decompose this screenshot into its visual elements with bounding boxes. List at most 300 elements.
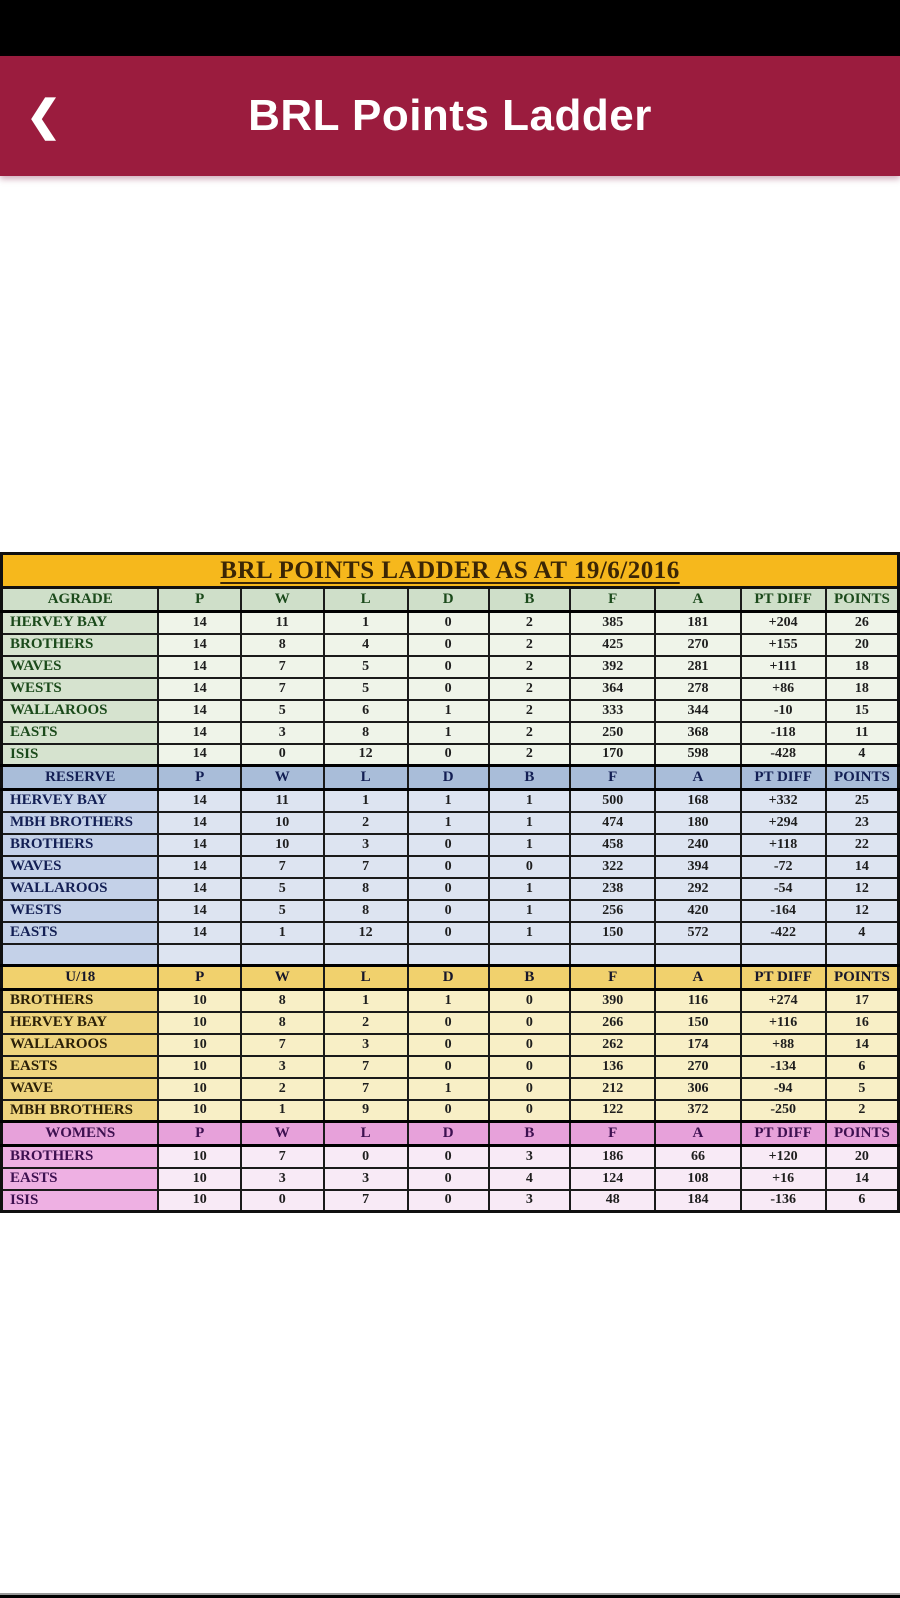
ladder-row [2,790,899,812]
value-cell: 572 [655,922,740,944]
value-cell: 1 [489,900,571,922]
value-cell: +88 [741,1034,826,1056]
value-cell: 10 [158,1034,241,1056]
team-cell: WALLAROOS [2,1034,159,1056]
value-cell: 6 [324,700,408,722]
team-cell: BROTHERS [2,990,159,1012]
value-cell: 1 [408,990,489,1012]
column-header: P [158,766,241,790]
value-cell: 1 [489,922,571,944]
ladder-row [2,1146,899,1168]
value-cell: 12 [324,744,408,766]
value-cell: 1 [241,1100,324,1122]
column-header: P [158,966,241,990]
value-cell: 8 [241,1012,324,1034]
value-cell: 385 [570,612,655,634]
team-cell: ISIS [2,1190,159,1212]
value-cell: 17 [826,990,899,1012]
value-cell: 1 [408,1078,489,1100]
value-cell: 12 [826,878,899,900]
section-header-row-reserve [2,766,899,790]
column-header: L [324,966,408,990]
value-cell: 11 [241,790,324,812]
team-cell: WESTS [2,900,159,922]
value-cell: 1 [241,922,324,944]
value-cell: 3 [241,1056,324,1078]
value-cell: 14 [158,634,241,656]
value-cell: 1 [408,812,489,834]
ladder-row [2,1012,899,1034]
value-cell: 2 [489,722,571,744]
value-cell: 8 [324,722,408,744]
value-cell: 9 [324,1100,408,1122]
value-cell: 66 [655,1146,740,1168]
value-cell: 14 [158,856,241,878]
column-header: A [655,1122,740,1146]
value-cell: 0 [324,1146,408,1168]
value-cell: 184 [655,1190,740,1212]
value-cell: 3 [324,1168,408,1190]
value-cell: 420 [655,900,740,922]
value-cell [324,944,408,966]
value-cell: 322 [570,856,655,878]
value-cell: 0 [408,1146,489,1168]
ladder-container [0,552,900,1213]
ladder-row [2,1078,899,1100]
ladder-row [2,722,899,744]
ladder-row [2,1034,899,1056]
value-cell: 0 [489,1056,571,1078]
value-cell: 6 [826,1056,899,1078]
column-header: POINTS [826,588,899,612]
value-cell: +332 [741,790,826,812]
value-cell: 7 [241,1146,324,1168]
value-cell: 390 [570,990,655,1012]
value-cell: 7 [324,856,408,878]
column-header: L [324,1122,408,1146]
ladder-row [2,678,899,700]
value-cell: -422 [741,922,826,944]
team-cell: HERVEY BAY [2,612,159,634]
value-cell: 8 [241,634,324,656]
value-cell: 2 [489,744,571,766]
value-cell: -94 [741,1078,826,1100]
team-cell: EASTS [2,722,159,744]
value-cell: 5 [324,656,408,678]
value-cell: 0 [241,1190,324,1212]
value-cell: 0 [408,1034,489,1056]
value-cell: 0 [408,612,489,634]
value-cell: 2 [324,1012,408,1034]
value-cell: 2 [489,656,571,678]
value-cell: 7 [241,1034,324,1056]
value-cell: +16 [741,1168,826,1190]
value-cell: 5 [241,900,324,922]
value-cell: 3 [489,1146,571,1168]
value-cell: 14 [158,790,241,812]
column-header: F [570,588,655,612]
column-header: B [489,1122,571,1146]
ladder-row [2,856,899,878]
value-cell: 22 [826,834,899,856]
content-area [0,552,900,1213]
team-cell [2,944,159,966]
column-header: PT DIFF [741,1122,826,1146]
team-cell: ISIS [2,744,159,766]
value-cell: 262 [570,1034,655,1056]
value-cell: 0 [408,856,489,878]
value-cell: 3 [324,1034,408,1056]
value-cell: 14 [158,678,241,700]
value-cell: 10 [158,990,241,1012]
value-cell: 124 [570,1168,655,1190]
value-cell: 0 [241,744,324,766]
status-bar [0,0,900,56]
team-cell: WESTS [2,678,159,700]
value-cell [489,944,571,966]
value-cell: 333 [570,700,655,722]
value-cell: 250 [570,722,655,744]
column-header: POINTS [826,966,899,990]
value-cell: 281 [655,656,740,678]
ladder-row [2,656,899,678]
value-cell: -134 [741,1056,826,1078]
value-cell: 14 [158,722,241,744]
team-cell: HERVEY BAY [2,1012,159,1034]
value-cell: 14 [826,1034,899,1056]
value-cell: 0 [408,1056,489,1078]
value-cell: 136 [570,1056,655,1078]
value-cell: 2 [489,634,571,656]
value-cell: 240 [655,834,740,856]
value-cell: 7 [324,1190,408,1212]
value-cell: 18 [826,678,899,700]
value-cell: 3 [324,834,408,856]
points-ladder-table [0,552,900,1213]
value-cell: 1 [489,812,571,834]
value-cell: 0 [408,878,489,900]
value-cell: 0 [408,1168,489,1190]
table-title: BRL POINTS LADDER AS AT 19/6/2016 [220,556,680,584]
value-cell: 20 [826,634,899,656]
value-cell: 392 [570,656,655,678]
value-cell: 11 [241,612,324,634]
section-title: U/18 [2,966,159,990]
value-cell: 2 [489,678,571,700]
team-cell: EASTS [2,1168,159,1190]
value-cell: 5 [241,878,324,900]
ladder-table-body [2,554,899,1212]
value-cell: 0 [408,922,489,944]
ladder-row [2,744,899,766]
value-cell: 7 [324,1056,408,1078]
value-cell: 16 [826,1012,899,1034]
column-header: PT DIFF [741,588,826,612]
column-header: D [408,966,489,990]
value-cell: 14 [158,878,241,900]
value-cell: 0 [489,1012,571,1034]
value-cell: 458 [570,834,655,856]
column-header: POINTS [826,1122,899,1146]
value-cell: 500 [570,790,655,812]
value-cell: 14 [158,812,241,834]
team-cell: BROTHERS [2,1146,159,1168]
value-cell: 2 [241,1078,324,1100]
ladder-row [2,1100,899,1122]
section-title: AGRADE [2,588,159,612]
value-cell: 3 [241,722,324,744]
value-cell: +116 [741,1012,826,1034]
value-cell: +120 [741,1146,826,1168]
value-cell: 122 [570,1100,655,1122]
ladder-row [2,900,899,922]
value-cell: +274 [741,990,826,1012]
value-cell: 394 [655,856,740,878]
team-cell: WALLAROOS [2,700,159,722]
value-cell: 10 [241,834,324,856]
value-cell: -72 [741,856,826,878]
value-cell [741,944,826,966]
team-cell: MBH BROTHERS [2,812,159,834]
section-header-row-u18 [2,966,899,990]
value-cell: 10 [158,1168,241,1190]
value-cell: 0 [489,1078,571,1100]
ladder-row [2,922,899,944]
value-cell [408,944,489,966]
team-cell: WAVES [2,856,159,878]
value-cell: 7 [241,656,324,678]
ladder-row [2,1190,899,1212]
value-cell: 181 [655,612,740,634]
value-cell: 278 [655,678,740,700]
value-cell: 3 [241,1168,324,1190]
value-cell: 10 [158,1190,241,1212]
value-cell: +111 [741,656,826,678]
value-cell [826,944,899,966]
column-header: W [241,588,324,612]
table-title-row [2,554,899,588]
value-cell: 0 [408,1012,489,1034]
value-cell: 150 [655,1012,740,1034]
value-cell: 174 [655,1034,740,1056]
value-cell: 0 [408,1100,489,1122]
value-cell: 1 [324,790,408,812]
value-cell: 2 [489,612,571,634]
column-header: L [324,766,408,790]
bottom-bar [0,1593,900,1598]
value-cell: 0 [408,1190,489,1212]
column-header: A [655,966,740,990]
value-cell: 0 [489,1100,571,1122]
value-cell: 0 [408,900,489,922]
value-cell: 598 [655,744,740,766]
ladder-row [2,878,899,900]
team-cell: HERVEY BAY [2,790,159,812]
value-cell: 6 [826,1190,899,1212]
value-cell: 1 [324,990,408,1012]
value-cell: 306 [655,1078,740,1100]
value-cell: 186 [570,1146,655,1168]
value-cell: +86 [741,678,826,700]
value-cell: 20 [826,1146,899,1168]
value-cell: 4 [826,922,899,944]
column-header: PT DIFF [741,766,826,790]
value-cell: 7 [241,856,324,878]
value-cell: 2 [324,812,408,834]
value-cell: 116 [655,990,740,1012]
value-cell: +204 [741,612,826,634]
value-cell: 14 [158,744,241,766]
value-cell: 5 [241,700,324,722]
value-cell: 8 [324,878,408,900]
column-header: P [158,1122,241,1146]
value-cell: 10 [158,1100,241,1122]
value-cell: -428 [741,744,826,766]
column-header: W [241,966,324,990]
value-cell: 0 [408,656,489,678]
value-cell: 1 [408,700,489,722]
ladder-row [2,990,899,1012]
value-cell: 1 [489,878,571,900]
value-cell: 212 [570,1078,655,1100]
value-cell: 1 [489,834,571,856]
value-cell: 344 [655,700,740,722]
back-button[interactable] [16,91,71,141]
value-cell: 0 [408,834,489,856]
value-cell: 48 [570,1190,655,1212]
team-cell: WALLAROOS [2,878,159,900]
column-header: F [570,1122,655,1146]
value-cell: 0 [408,678,489,700]
value-cell: 4 [324,634,408,656]
column-header: W [241,766,324,790]
team-cell: EASTS [2,1056,159,1078]
value-cell: 2 [826,1100,899,1122]
column-header: D [408,766,489,790]
ladder-row [2,700,899,722]
value-cell: 12 [324,922,408,944]
value-cell: 10 [158,1078,241,1100]
value-cell: 256 [570,900,655,922]
value-cell: 10 [241,812,324,834]
team-cell: EASTS [2,922,159,944]
value-cell: 3 [489,1190,571,1212]
value-cell: 4 [826,744,899,766]
value-cell: 150 [570,922,655,944]
value-cell: 7 [324,1078,408,1100]
section-title: RESERVE [2,766,159,790]
value-cell: 14 [158,700,241,722]
section-title: WOMENS [2,1122,159,1146]
page-title: BRL Points Ladder [248,91,652,140]
value-cell: 474 [570,812,655,834]
value-cell: 15 [826,700,899,722]
value-cell [241,944,324,966]
value-cell: 180 [655,812,740,834]
column-header: B [489,766,571,790]
value-cell: 14 [158,612,241,634]
value-cell: 170 [570,744,655,766]
value-cell: 23 [826,812,899,834]
back-chevron-icon: ❮ [26,92,62,139]
value-cell: 10 [158,1012,241,1034]
value-cell: 168 [655,790,740,812]
ladder-row [2,634,899,656]
value-cell: 108 [655,1168,740,1190]
team-cell: WAVES [2,656,159,678]
value-cell: 18 [826,656,899,678]
ladder-row [2,612,899,634]
column-header: W [241,1122,324,1146]
ladder-row [2,834,899,856]
section-header-row-agrade [2,588,899,612]
value-cell: 4 [489,1168,571,1190]
value-cell: 14 [158,922,241,944]
column-header: L [324,588,408,612]
value-cell [158,944,241,966]
value-cell: 372 [655,1100,740,1122]
section-header-row-womens [2,1122,899,1146]
value-cell: 1 [408,790,489,812]
team-cell: BROTHERS [2,834,159,856]
ladder-row [2,944,899,966]
value-cell: 8 [241,990,324,1012]
value-cell: -136 [741,1190,826,1212]
value-cell: 5 [826,1078,899,1100]
value-cell: 1 [489,790,571,812]
value-cell: 0 [408,744,489,766]
column-header: PT DIFF [741,966,826,990]
column-header: A [655,588,740,612]
team-cell: WAVE [2,1078,159,1100]
column-header: F [570,966,655,990]
value-cell: +294 [741,812,826,834]
value-cell: -54 [741,878,826,900]
value-cell [655,944,740,966]
team-cell: BROTHERS [2,634,159,656]
value-cell: 0 [489,1034,571,1056]
value-cell: 14 [826,856,899,878]
value-cell: -164 [741,900,826,922]
column-header: F [570,766,655,790]
column-header: POINTS [826,766,899,790]
value-cell: 292 [655,878,740,900]
value-cell: 10 [158,1056,241,1078]
value-cell: 14 [826,1168,899,1190]
value-cell: 364 [570,678,655,700]
column-header: D [408,588,489,612]
value-cell: 1 [324,612,408,634]
value-cell: 10 [158,1146,241,1168]
value-cell: 14 [158,900,241,922]
column-header: B [489,966,571,990]
value-cell: -250 [741,1100,826,1122]
value-cell: 0 [408,634,489,656]
column-header: P [158,588,241,612]
value-cell: 266 [570,1012,655,1034]
value-cell: +118 [741,834,826,856]
value-cell: -118 [741,722,826,744]
value-cell: 270 [655,634,740,656]
team-cell: MBH BROTHERS [2,1100,159,1122]
column-header: D [408,1122,489,1146]
value-cell: 425 [570,634,655,656]
ladder-row [2,1168,899,1190]
value-cell: 368 [655,722,740,744]
app-header [0,56,900,176]
value-cell: 5 [324,678,408,700]
value-cell: 238 [570,878,655,900]
